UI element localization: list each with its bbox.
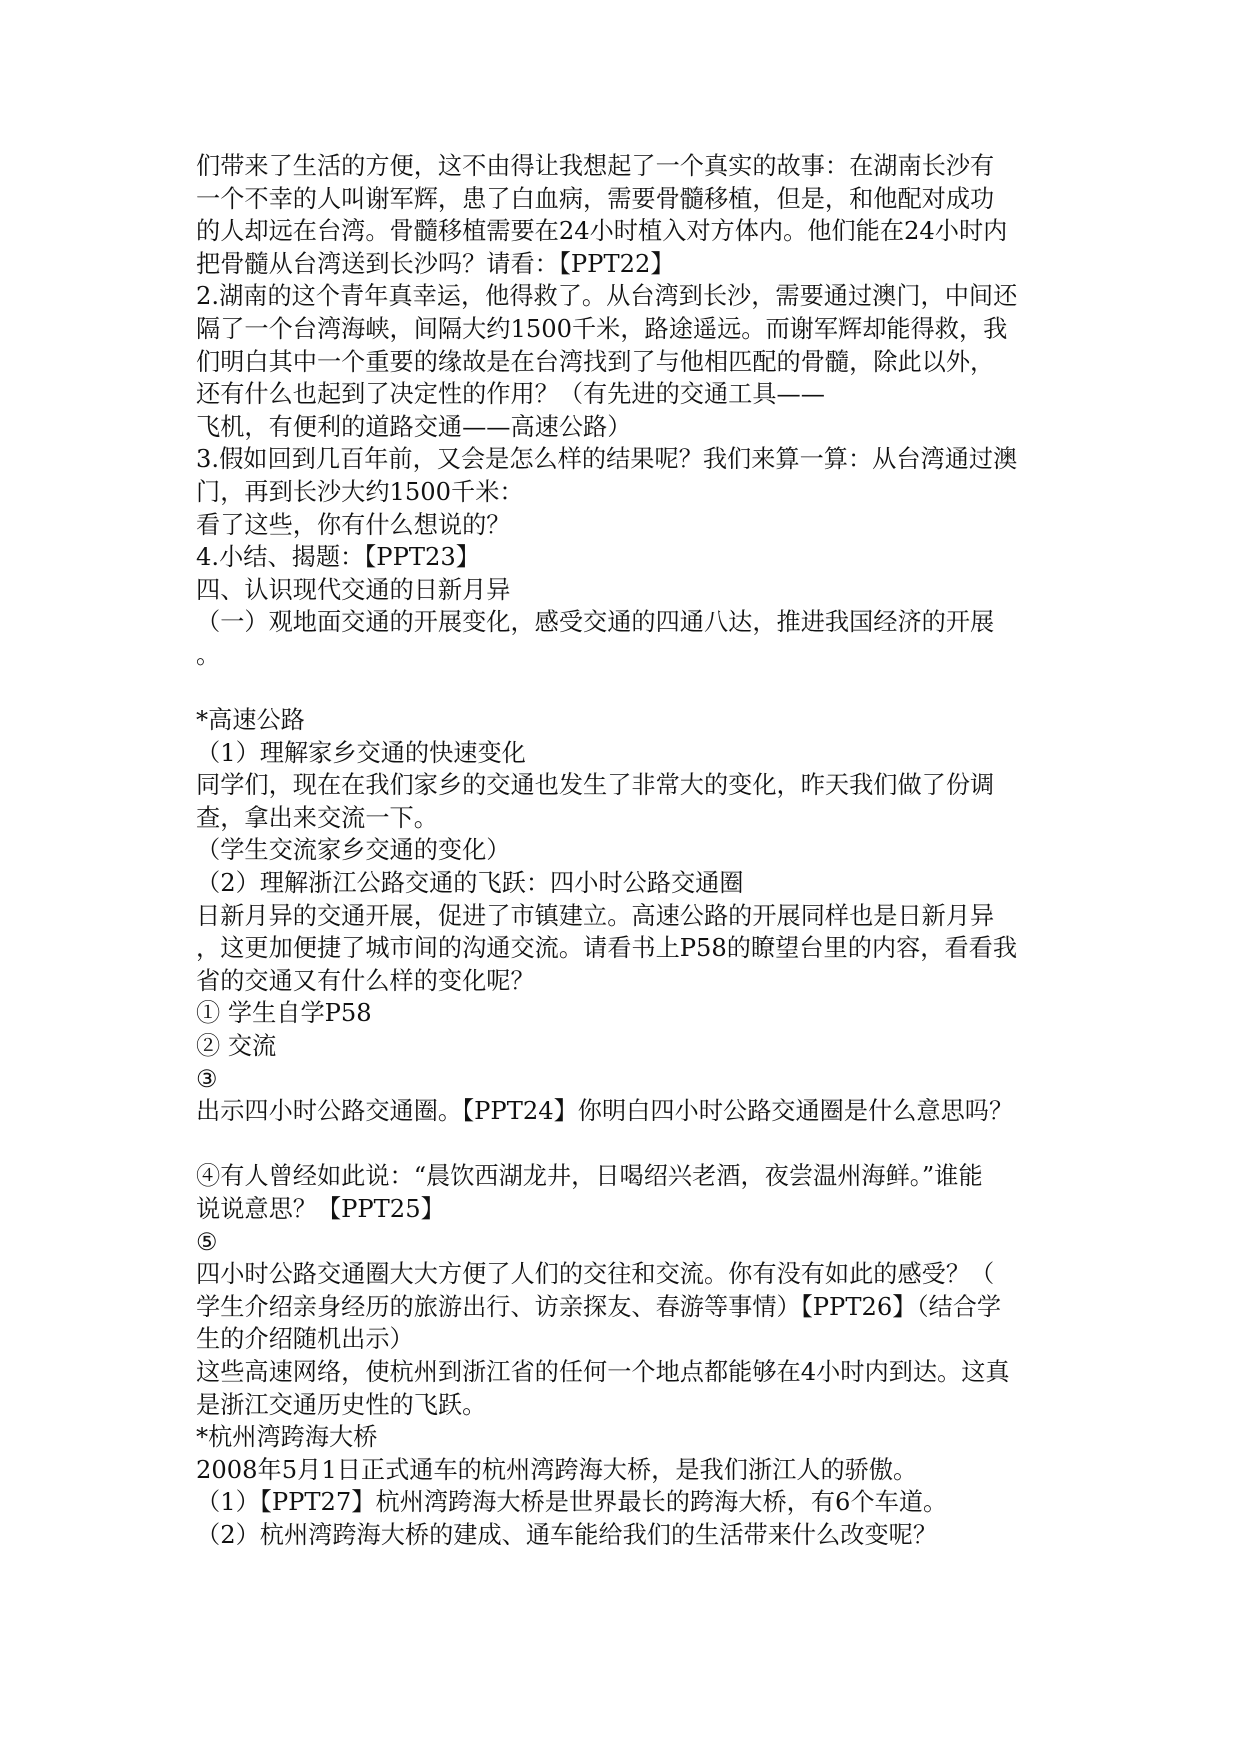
text-line: 同学们，现在在我们家乡的交通也发生了非常大的变化，昨天我们做了份调 xyxy=(196,771,995,800)
text-line: （一）观地面交通的开展变化，感受交通的四通八达，推进我国经济的开展 xyxy=(196,608,995,637)
text-line: 生的介绍随机出示） xyxy=(196,1325,414,1354)
text-line: 日新月异的交通开展，促进了市镇建立。高速公路的开展同样也是日新月异 xyxy=(196,901,995,930)
text-line: 学生介绍亲身经历的旅游出行、访亲探友、春游等事情）【PPT26】（结合学 xyxy=(196,1292,1002,1321)
blank-line xyxy=(196,672,1076,705)
text-line: （2）杭州湾跨海大桥的建成、通车能给我们的生活带来什么改变呢？ xyxy=(196,1520,938,1549)
text-line: 飞机，有便利的道路交通——高速公路） xyxy=(196,412,632,441)
list-item: ③ xyxy=(196,1064,218,1093)
list-item: ④有人曾经如此说：“晨饮西湖龙井，日喝绍兴老酒，夜尝温州海鲜。”谁能 xyxy=(196,1162,983,1191)
text-line: 3.假如回到几百年前，又会是怎么样的结果呢？我们来算一算：从台湾通过澳 xyxy=(196,445,1018,474)
text-line: 们明白其中一个重要的缘故是在台湾找到了与他相匹配的骨髓，除此以外， xyxy=(196,347,995,376)
text-line: （1）【PPT27】杭州湾跨海大桥是世界最长的跨海大桥，有6个车道。 xyxy=(196,1488,948,1517)
text-line: 省的交通又有什么样的变化呢？ xyxy=(196,966,535,995)
document-page xyxy=(196,150,1076,1552)
list-item: ① 学生自学P58 xyxy=(196,999,372,1028)
text-line: 2008年5月1日正式通车的杭州湾跨海大桥，是我们浙江人的骄傲。 xyxy=(196,1455,918,1484)
text-line: ，这更加便捷了城市间的沟通交流。请看书上P58的瞭望台里的内容，看看我 xyxy=(196,934,1018,963)
list-item: ⑤ xyxy=(196,1227,218,1256)
text-line: 隔了一个台湾海峡，间隔大约1500千米，路途遥远。而谢军辉却能得救，我 xyxy=(196,314,1008,343)
text-line: （学生交流家乡交通的变化） xyxy=(196,836,511,865)
text-line: 一个不幸的人叫谢军辉，患了白血病，需要骨髓移植，但是，和他配对成功 xyxy=(196,184,995,213)
text-line: 还有什么也起到了决定性的作用？（有先进的交通工具—— xyxy=(196,380,825,409)
subsection-heading: *高速公路 xyxy=(196,706,305,735)
list-item: ② 交流 xyxy=(196,1032,277,1061)
text-line: 出示四小时公路交通圈。【PPT24】你明白四小时公路交通圈是什么意思吗？ xyxy=(196,1097,1014,1126)
section-heading: 四、认识现代交通的日新月异 xyxy=(196,575,511,604)
text-line: 门，再到长沙大约1500千米： xyxy=(196,477,524,506)
text-line: （1）理解家乡交通的快速变化 xyxy=(196,738,526,767)
text-line: 2.湖南的这个青年真幸运，他得救了。从台湾到长沙，需要通过澳门，中间还 xyxy=(196,282,1018,311)
subsection-heading: *杭州湾跨海大桥 xyxy=(196,1423,378,1452)
text-line: （2）理解浙江公路交通的飞跃：四小时公路交通圈 xyxy=(196,869,744,898)
text-line: 把骨髓从台湾送到长沙吗？请看：【PPT22】 xyxy=(196,249,675,278)
text-line: 四小时公路交通圈大大方便了人们的交往和交流。你有没有如此的感受？（ xyxy=(196,1260,995,1289)
text-line: 4.小结、揭题：【PPT23】 xyxy=(196,543,480,572)
text-line: 看了这些，你有什么想说的？ xyxy=(196,510,511,539)
text-line: 们带来了生活的方便，这不由得让我想起了一个真实的故事：在湖南长沙有 xyxy=(196,152,995,180)
text-line: 是浙江交通历史性的飞跃。 xyxy=(196,1390,487,1419)
text-line: 这些高速网络，使杭州到浙江省的任何一个地点都能够在4小时内到达。这真 xyxy=(196,1357,1010,1386)
text-line: 查，拿出来交流一下。 xyxy=(196,803,438,832)
text-line: 。 xyxy=(196,640,221,669)
text-line: 说说意思？【PPT25】 xyxy=(196,1195,445,1223)
text-line: 的人却远在台湾。骨髓移植需要在24小时植入对方体内。他们能在24小时内 xyxy=(196,217,1008,246)
blank-line xyxy=(196,1128,1076,1161)
